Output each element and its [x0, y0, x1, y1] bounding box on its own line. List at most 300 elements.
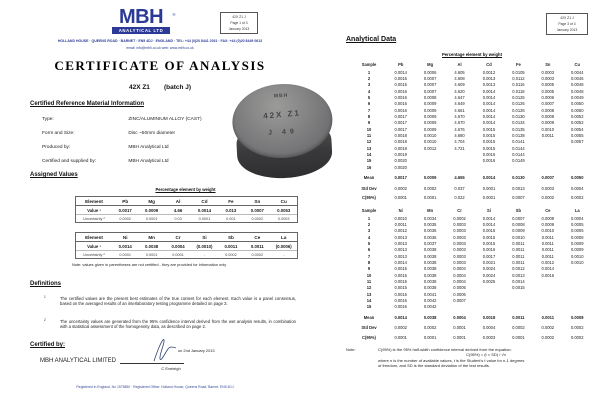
info-value: ZINC/ALUMINIUM ALLOY (CAST): [128, 117, 202, 122]
value-cell: 0.0015: [512, 285, 525, 291]
footnote-number: 2: [44, 318, 46, 322]
table-header-row: [352, 60, 592, 69]
value-cell: Cr: [175, 234, 181, 240]
value-cell: 0.0014: [197, 207, 212, 213]
value-cell: Cu: [574, 62, 580, 67]
value-cell: 0.0016: [394, 101, 407, 107]
value-cell: 0.0001: [423, 335, 437, 341]
value-cell: 0.0007: [512, 195, 525, 201]
table-row: [352, 304, 592, 310]
value-cell: 0.0009: [423, 175, 437, 181]
value-cell: 0.0018: [394, 145, 407, 151]
value-cell: 0.0130: [512, 114, 525, 120]
logo-text: [112, 6, 175, 28]
value-cell: 0.0015: [482, 145, 496, 151]
table-row: [352, 221, 592, 227]
row-label-cell: Mean: [363, 314, 375, 320]
value-cell: 0.0002: [541, 335, 555, 341]
value-cell: Fe: [228, 198, 234, 204]
value-cell: 0.0014: [482, 107, 496, 113]
value-cell: 0.0004: [453, 266, 466, 272]
value-cell: 0.0048: [570, 88, 584, 94]
table-row: [76, 242, 297, 250]
value-cell: 0.0003: [453, 260, 466, 266]
value-cell: 0.0050: [570, 107, 584, 113]
table-row: [76, 250, 297, 258]
value-cell: 0.0013: [482, 82, 496, 88]
value-cell: Sb: [227, 234, 234, 240]
value-cell: 0.0002: [394, 325, 407, 331]
value-cell: 4.670: [454, 114, 465, 120]
value-cell: 0.0036: [423, 228, 437, 234]
value-cell: Pb: [398, 62, 404, 67]
assigned-values-table-2: [75, 232, 298, 259]
value-cell: 0.0118: [512, 88, 525, 94]
definitions-heading: Definitions: [30, 281, 61, 287]
value-cell: 0.0012: [394, 228, 407, 234]
product-code: 42X Z1: [128, 84, 150, 91]
value-cell: 0.0009: [423, 114, 437, 120]
row-label-cell: 6: [367, 247, 371, 253]
value-cell: 0.0014: [512, 279, 525, 285]
value-cell: 0.0020: [394, 164, 407, 170]
row-label-cell: 4: [367, 234, 371, 240]
value-cell: 0.0002: [251, 216, 264, 221]
value-cell: 0.0003: [453, 222, 466, 228]
value-cell: 0.0014: [482, 101, 496, 107]
value-cell: 0.0017: [394, 126, 407, 132]
info-row-produced-by: [42, 145, 169, 150]
table-row: [352, 120, 592, 126]
value-cell: 0.0008: [423, 95, 437, 101]
value-cell: 0.0007: [453, 298, 466, 304]
value-cell: 0.0010: [423, 139, 437, 145]
value-cell: 0.0014: [482, 222, 496, 228]
value-cell: 0.0002: [541, 195, 555, 201]
value-cell: 0.0001: [198, 216, 211, 221]
value-cell: 0.0015: [482, 234, 496, 240]
value-cell: 4.620: [454, 88, 465, 94]
row-label-cell: 7: [367, 107, 371, 113]
table-row: [352, 101, 592, 107]
table-row: [352, 253, 592, 259]
value-cell: 0.0002: [570, 335, 584, 341]
row-label-cell: 13: [366, 291, 372, 297]
value-cell: 0.0013: [394, 253, 407, 259]
value-cell: 0.0050: [570, 101, 584, 107]
value-cell: 0.0014: [482, 114, 496, 120]
value-cell: 0.0016: [394, 304, 407, 310]
value-cell: Cr: [457, 208, 462, 213]
value-cell: 0.0002: [570, 195, 584, 201]
value-cell: 0.0002: [423, 185, 437, 191]
value-cell: 0.0025: [482, 279, 496, 285]
value-cell: 0.0050: [570, 175, 584, 181]
value-cell: 0.0005: [570, 222, 584, 228]
registered-trademark-icon: ®: [172, 12, 175, 17]
value-cell: 0.0004: [570, 215, 584, 221]
row-label-cell: 3: [367, 82, 371, 88]
row-label-cell: 4: [367, 88, 371, 94]
summary-row: [352, 334, 592, 340]
table-header-row: [76, 197, 297, 206]
value-cell: 0.0053: [277, 207, 291, 213]
value-cell: 0.0009: [512, 228, 525, 234]
percentage-by-weight-label-left: Percentage element by weight: [155, 187, 216, 192]
value-cell: 0.0016: [394, 298, 407, 304]
value-cell: 4.605: [454, 69, 465, 75]
value-cell: 0.0009: [423, 120, 437, 126]
row-label-cell: 1: [367, 69, 371, 75]
value-cell: Mg: [427, 62, 434, 67]
value-cell: 0.0005: [570, 228, 584, 234]
table-row: [352, 88, 592, 94]
value-cell: 0.0012: [423, 145, 437, 151]
ref-page: Page 3 of 4: [558, 22, 576, 27]
value-cell: 0.0009: [423, 107, 437, 113]
value-cell: 0.0008: [541, 114, 555, 120]
value-cell: 0.0048: [570, 82, 584, 88]
value-cell: 0.0002: [251, 252, 264, 257]
value-cell: 0.0011: [394, 222, 407, 228]
row-label-cell: 10: [366, 272, 372, 278]
value-cell: 0.0007: [423, 82, 437, 88]
table-row: [352, 272, 592, 278]
value-cell: 0.0141: [512, 139, 525, 145]
value-cell: 0.0009: [541, 222, 555, 228]
value-cell: 0.0001: [394, 195, 407, 201]
row-label-cell: Sample: [361, 62, 377, 67]
value-cell: 0.0038: [145, 243, 159, 249]
ref-date: January 2013: [228, 27, 250, 32]
value-cell: 0.0105: [512, 69, 525, 75]
row-label-cell: 11: [366, 279, 372, 285]
value-cell: 4.647: [454, 95, 465, 101]
info-label: Form and Size:: [42, 131, 75, 136]
value-cell: Ce: [545, 208, 551, 213]
value-cell: 0.0009: [570, 247, 584, 253]
value-cell: 0.0014: [482, 120, 496, 126]
value-cell: La: [281, 234, 287, 240]
summary-row: [352, 325, 592, 331]
value-cell: 0.0010: [541, 228, 555, 234]
value-cell: 0.0003: [541, 76, 555, 82]
value-cell: Mg: [148, 198, 155, 204]
value-cell: 0.0126: [512, 107, 525, 113]
table-row: [352, 113, 592, 119]
value-cell: 0.0015: [482, 241, 496, 247]
value-cell: 0.0019: [394, 152, 407, 158]
value-cell: 4.661: [454, 107, 465, 113]
value-cell: 0.0049: [570, 95, 584, 101]
value-cell: 0.0011: [541, 314, 554, 320]
row-label-cell: 5: [367, 95, 371, 101]
value-cell: 0.0038: [423, 285, 437, 291]
table-row: [352, 266, 592, 272]
value-cell: 0.0011: [541, 234, 554, 240]
value-cell: 0.0001: [119, 252, 132, 257]
table-row: [352, 234, 592, 240]
value-cell: 0.0005: [541, 88, 555, 94]
certified-by-heading: Certified by:: [30, 342, 66, 348]
row-label-cell: 2: [367, 222, 371, 228]
confidence-equation: C(95%) = (t × SD) / √n: [466, 352, 506, 358]
value-cell: 0.0035: [423, 222, 437, 228]
value-cell: 0.0011: [512, 314, 525, 320]
row-label-cell: 14: [366, 298, 372, 304]
value-cell: 0.0014: [541, 266, 555, 272]
signatory-name: C Eveleigh: [161, 366, 181, 371]
value-cell: 0.022: [454, 195, 465, 201]
value-cell: 4.609: [454, 82, 465, 88]
value-cell: 0.0003: [453, 234, 466, 240]
value-cell: 0.0038: [423, 272, 437, 278]
value-cell: 0.0015: [482, 139, 496, 145]
value-cell: 0.0015: [394, 285, 407, 291]
value-cell: Ni: [398, 208, 403, 213]
value-cell: 0.0024: [482, 266, 496, 272]
value-cell: 0.0002: [570, 325, 584, 331]
value-cell: 0.0001: [145, 216, 158, 221]
table-row: [352, 259, 592, 265]
definition-text: The certified values are the present best estimates of the true content for each element. Each value is a panel consensus, based on the averaged results of an interlaboratory testing programme detailed on page 3.: [60, 296, 296, 307]
mbh-logo: [112, 6, 175, 34]
value-cell: 0.0013: [482, 76, 496, 82]
value-cell: 0.0042: [423, 298, 437, 304]
value-cell: 0.0016: [394, 95, 407, 101]
value-cell: 4.721: [454, 145, 465, 151]
value-cell: 0.03: [174, 216, 182, 221]
note-body: [378, 347, 594, 369]
analytical-data-heading: Analytical Data: [346, 36, 397, 43]
value-cell: 0.0126: [512, 101, 525, 107]
value-cell: 0.0016: [394, 88, 407, 94]
value-cell: 0.0007: [423, 88, 437, 94]
value-cell: 0.0004: [570, 185, 584, 191]
value-cell: Mn: [427, 208, 434, 213]
row-label-cell: 9: [367, 266, 371, 272]
value-cell: 0.0011: [512, 260, 525, 266]
note-line: of freedom, and SD is the standard deviation of the test results.: [378, 363, 490, 369]
signature-date: on 2nd January 2013: [178, 348, 215, 353]
value-cell: Sb: [515, 208, 522, 213]
value-cell: 0.013: [225, 207, 237, 213]
definition-2: [44, 319, 296, 329]
value-cell: 0.0006: [423, 69, 437, 75]
value-cell: 0.0011: [541, 247, 554, 253]
row-label-cell: 15: [366, 158, 372, 164]
value-cell: 0.0013: [394, 241, 407, 247]
value-cell: 0.0038: [423, 266, 437, 272]
row-label-cell: 3: [367, 228, 371, 234]
table-header-row: [76, 233, 297, 242]
value-cell: 0.0007: [423, 76, 437, 82]
value-cell: 0.0012: [541, 260, 555, 266]
value-cell: 0.0003: [541, 69, 555, 75]
value-cell: 0.0011: [541, 253, 554, 259]
value-cell: Si: [487, 208, 491, 213]
row-label-cell: C(95%): [362, 335, 376, 341]
value-cell: 0.0018: [482, 314, 496, 320]
row-label-cell: Std Dev: [361, 185, 377, 191]
value-cell: 0.0015: [394, 76, 407, 82]
value-cell: 0.0008: [570, 314, 584, 320]
value-cell: 0.0004: [171, 243, 185, 249]
assigned-values-heading: Assigned Values: [30, 172, 78, 178]
value-cell: 0.0017: [394, 114, 407, 120]
value-cell: 0.0017: [118, 207, 132, 213]
value-cell: 0.0055: [570, 133, 584, 139]
value-cell: 0.0046: [570, 76, 584, 82]
value-cell: 0.0001: [453, 325, 466, 331]
value-cell: 0.0011: [512, 247, 525, 253]
value-cell: 0.0004: [482, 325, 496, 331]
disc-engraving-batch: J 49: [268, 128, 298, 137]
value-cell: Mn: [148, 234, 155, 240]
ref-code: 42X Z1 J: [560, 16, 574, 20]
value-cell: 0.0001: [394, 335, 407, 341]
value-cell: 0.0003: [541, 185, 555, 191]
note-line: C(95%) is the 95% half-width confidence interval derived from the equation:: [378, 347, 512, 352]
table-row: [352, 240, 592, 246]
value-cell: 0.0014: [482, 88, 496, 94]
value-cell: 0.0005: [541, 82, 555, 88]
value-cell: 0.0042: [423, 304, 437, 310]
sample-disc-photo: [231, 81, 336, 183]
value-cell: 0.0007: [250, 207, 264, 213]
value-cell: (0.0010): [196, 243, 213, 249]
value-cell: 0.0013: [394, 234, 407, 240]
value-cell: 0.0015: [482, 126, 496, 132]
value-cell: 0.0008: [541, 107, 555, 113]
value-cell: Pb: [122, 198, 129, 204]
value-cell: 4.704: [454, 139, 465, 145]
row-label-cell: Element: [85, 198, 103, 204]
confidence-interval-note: [346, 347, 594, 369]
table-row: [352, 228, 592, 234]
disc-engraving-mbh: MBH: [273, 92, 289, 100]
value-cell: Ni: [122, 234, 128, 240]
row-label-cell: 16: [366, 164, 372, 170]
value-cell: 0.0052: [570, 120, 584, 126]
value-cell: 0.0014: [118, 243, 132, 249]
row-label-cell: 14: [366, 152, 372, 158]
value-cell: 0.0014: [394, 314, 407, 320]
value-cell: 0.0002: [225, 252, 237, 257]
value-cell: 0.0116: [512, 82, 525, 88]
value-cell: 0.0002: [119, 216, 132, 221]
value-cell: 0.0014: [394, 69, 407, 75]
assigned-values-table-1: [75, 196, 298, 223]
value-cell: Si: [202, 234, 207, 240]
value-cell: 0.0015: [394, 279, 407, 285]
value-cell: 4.608: [454, 76, 465, 82]
value-cell: 0.0017: [394, 175, 407, 181]
analytical-data-table-1: [352, 60, 592, 201]
value-cell: Cd: [486, 62, 492, 67]
value-cell: 0.0018: [394, 133, 407, 139]
table-row: [352, 164, 592, 170]
value-cell: 0.0011: [512, 241, 525, 247]
value-cell: 0.0009: [541, 120, 555, 126]
value-cell: 4.670: [454, 120, 465, 126]
row-label-cell: 1: [367, 215, 371, 221]
value-cell: 0.0054: [570, 126, 584, 132]
logo-subtitle: ANALYTICAL LTD: [112, 27, 170, 34]
value-cell: 0.0016: [482, 152, 496, 158]
row-label-cell: 12: [366, 285, 372, 291]
registered-office-footer: Registered in England, No 1575850 · Registered Office: Holland House, Queens Road, Barnet, EN5 4DJ: [76, 385, 234, 389]
summary-row: [352, 314, 592, 320]
value-cell: 0.0013: [394, 247, 407, 253]
batch-label: (batch J): [163, 84, 192, 91]
value-cell: 0.0003: [453, 247, 466, 253]
value-cell: 0.0018: [394, 139, 407, 145]
value-cell: 4.66: [173, 207, 183, 213]
table-row: [352, 215, 592, 221]
note-label: Note:: [346, 347, 356, 352]
value-cell: 0.0001: [423, 195, 437, 201]
value-cell: 0.0003: [453, 241, 466, 247]
value-cell: 0.0002: [541, 325, 555, 331]
value-cell: 0.0015: [482, 228, 496, 234]
value-cell: 0.0014: [482, 215, 496, 221]
value-cell: 0.0010: [570, 260, 584, 266]
value-cell: 0.0038: [423, 279, 437, 285]
value-cell: 0.0006: [541, 95, 555, 101]
value-cell: 0.0041: [423, 291, 437, 297]
value-cell: 0.0138: [512, 133, 525, 139]
table-row: [352, 126, 592, 132]
value-cell: 0.0144: [512, 152, 525, 158]
value-cell: 0.0036: [423, 234, 437, 240]
table-row: [352, 132, 592, 138]
row-label-cell: 8: [367, 260, 371, 266]
value-cell: 0.0038: [423, 247, 437, 253]
value-cell: 0.0015: [394, 82, 407, 88]
value-cell: 0.0112: [512, 76, 525, 82]
value-cell: Cd: [201, 198, 208, 204]
table-row: [352, 69, 592, 75]
value-cell: 0.0010: [394, 215, 407, 221]
value-cell: 4.649: [454, 101, 465, 107]
document-ref-box-left: [220, 12, 258, 34]
value-cell: 0.0012: [482, 69, 496, 75]
value-cell: 0.0002: [512, 325, 525, 331]
value-cell: 0.0010: [423, 133, 437, 139]
value-cell: 0.0010: [541, 126, 555, 132]
value-cell: 0.0016: [482, 247, 496, 253]
value-cell: 0.0009: [145, 207, 159, 213]
value-cell: 0.0004: [453, 279, 466, 285]
row-label-cell: Uncertainty ²: [83, 252, 105, 257]
value-cell: 0.0002: [453, 215, 466, 221]
table-row: [352, 82, 592, 88]
value-cell: 0.0003: [277, 216, 290, 221]
value-cell: 0.0135: [512, 126, 525, 132]
value-cell: 0.0015: [394, 272, 407, 278]
value-cell: 0.0011: [250, 243, 264, 249]
value-cell: 4.680: [454, 133, 465, 139]
value-cell: 0.0004: [453, 272, 466, 278]
value-cell: 0.0011: [541, 133, 554, 139]
value-cell: 0.0021: [482, 260, 496, 266]
info-value: Disc ~50mm diameter: [128, 131, 176, 136]
value-cell: 0.0016: [482, 158, 496, 164]
row-label-cell: Value ¹: [87, 243, 101, 249]
value-cell: 0.0014: [482, 175, 496, 181]
value-cell: -: [203, 252, 206, 257]
